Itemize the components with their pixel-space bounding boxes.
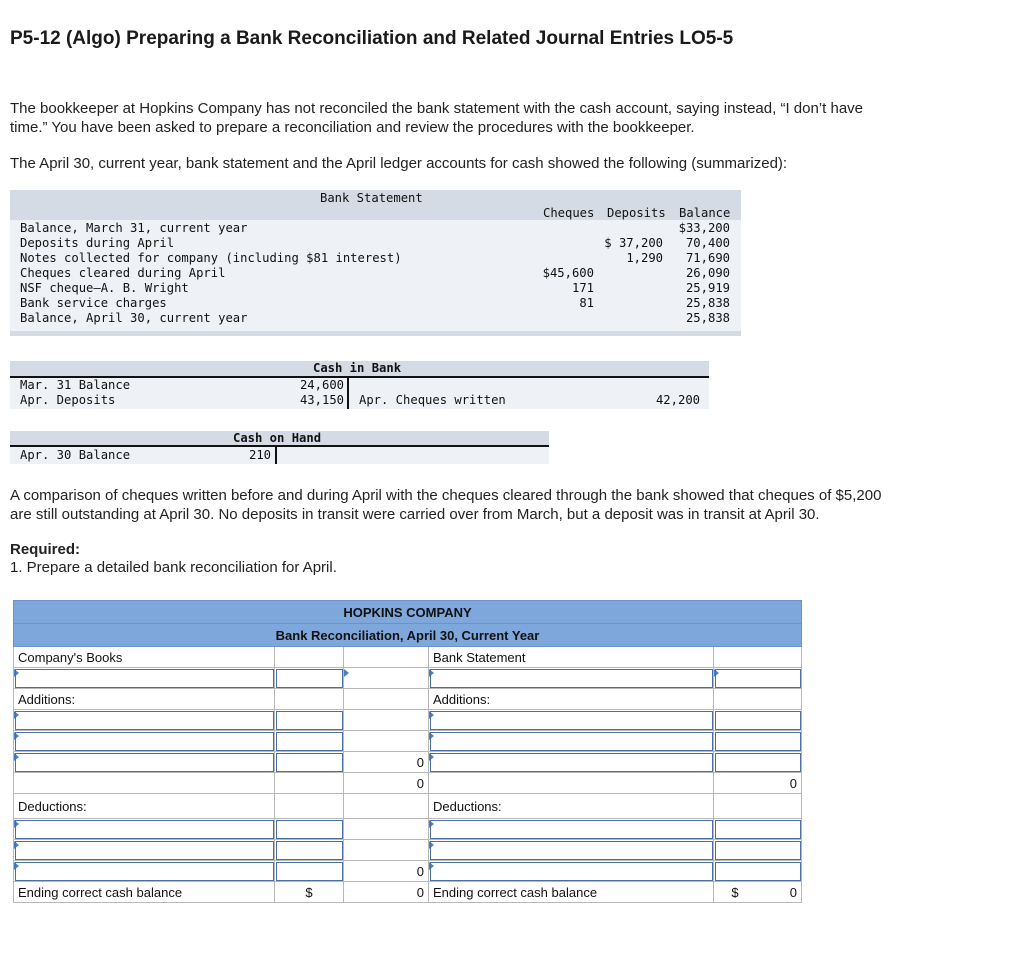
bank-deduction-amount-input[interactable] bbox=[714, 861, 802, 882]
t-account-divider bbox=[275, 447, 277, 464]
dropdown-arrow-icon bbox=[429, 862, 434, 870]
bank-ending-currency: $ bbox=[731, 884, 739, 900]
comparison-line-2: are still outstanding at April 30. No deposits in transit were carried over from March, but a deposit was in transit at April 30. bbox=[10, 506, 820, 523]
bank-deduction-dropdown[interactable] bbox=[429, 861, 714, 882]
company-subtotal: 0 bbox=[344, 773, 429, 794]
col-cheques-header: Cheques bbox=[543, 206, 595, 220]
bank-deduction-amount-input[interactable] bbox=[714, 819, 802, 840]
company-deductions-label: Deductions: bbox=[14, 794, 275, 819]
bank-subtotal: 0 bbox=[714, 773, 802, 794]
dropdown-arrow-icon bbox=[14, 732, 19, 740]
bank-statement-cheques: 171 bbox=[571, 281, 594, 295]
company-deduction-amount-input[interactable] bbox=[275, 861, 344, 882]
bank-statement-balance: 25,838 bbox=[685, 311, 730, 325]
bank-item-dropdown[interactable] bbox=[429, 668, 714, 689]
dropdown-arrow-icon bbox=[429, 841, 434, 849]
company-ending-balance: 0 bbox=[344, 882, 429, 903]
bank-statement-row-label: Balance, March 31, current year bbox=[20, 221, 248, 235]
company-books-heading: Company's Books bbox=[14, 647, 275, 668]
bank-additions-label: Additions: bbox=[429, 689, 714, 710]
dropdown-arrow-icon bbox=[14, 841, 19, 849]
dropdown-arrow-icon bbox=[429, 669, 434, 677]
bank-statement-row-label: NSF cheque—A. B. Wright bbox=[20, 281, 189, 295]
company-additions-label: Additions: bbox=[14, 689, 275, 710]
company-addition-dropdown[interactable] bbox=[14, 710, 275, 731]
bank-statement-row-label: Bank service charges bbox=[20, 296, 167, 310]
company-ending-currency: $ bbox=[275, 882, 344, 903]
cash-on-hand-title: Cash on Hand bbox=[233, 431, 322, 445]
bank-statement-row-label: Cheques cleared during April bbox=[20, 266, 226, 280]
bank-deduction-amount-input[interactable] bbox=[714, 840, 802, 861]
bank-ending-balance-cell bbox=[714, 882, 802, 903]
reconciliation-subtitle: Bank Reconciliation, April 30, Current Year bbox=[14, 624, 802, 647]
cib-row2-debit: 43,150 bbox=[299, 393, 344, 407]
bank-amount-input[interactable] bbox=[714, 668, 802, 689]
company-addition-amount-input[interactable] bbox=[275, 752, 344, 773]
required-label: Required: bbox=[10, 541, 81, 558]
dropdown-arrow-icon bbox=[14, 669, 19, 677]
dropdown-arrow-icon bbox=[14, 753, 19, 761]
cib-credit-value: 42,200 bbox=[655, 393, 700, 407]
company-addition-amount-input[interactable] bbox=[275, 710, 344, 731]
bank-statement-balance: 25,838 bbox=[685, 296, 730, 310]
dropdown-arrow-icon bbox=[344, 669, 349, 677]
bank-addition-dropdown[interactable] bbox=[429, 710, 714, 731]
bank-statement-balance: 25,919 bbox=[685, 281, 730, 295]
comparison-paragraph bbox=[10, 486, 881, 524]
bank-statement-row-label: Balance, April 30, current year bbox=[20, 311, 248, 325]
bank-deduction-dropdown[interactable] bbox=[429, 840, 714, 861]
bank-statement-balance: $33,200 bbox=[678, 221, 730, 235]
bank-statement-footer-band bbox=[10, 331, 741, 336]
bank-statement-cheques: 81 bbox=[579, 296, 594, 310]
intro-line-2: time.” You have been asked to prepare a reconciliation and review the procedures with the bookkeeper. bbox=[10, 119, 695, 136]
company-addition-dropdown[interactable] bbox=[14, 752, 275, 773]
bank-statement-balance: 71,690 bbox=[685, 251, 730, 265]
required-item: 1. Prepare a detailed bank reconciliation for April. bbox=[10, 559, 337, 576]
coh-row-label: Apr. 30 Balance bbox=[20, 448, 131, 462]
company-addition-dropdown[interactable] bbox=[14, 731, 275, 752]
company-deduction-dropdown[interactable] bbox=[14, 861, 275, 882]
bank-statement-deposits: 1,290 bbox=[626, 251, 663, 265]
coh-row-debit: 210 bbox=[248, 448, 271, 462]
cib-credit-label: Apr. Cheques written bbox=[359, 393, 506, 407]
bank-ending-balance: 0 bbox=[789, 884, 797, 900]
company-deduction-dropdown[interactable] bbox=[14, 819, 275, 840]
intro-paragraph-2: The April 30, current year, bank statement and the April ledger accounts for cash showed the following (summarized): bbox=[10, 155, 788, 172]
comparison-line-1: A comparison of cheques written before and during April with the cheques cleared through the bank showed that cheques of $5,200 bbox=[10, 487, 882, 504]
dropdown-arrow-icon bbox=[14, 862, 19, 870]
bank-statement-title: Bank Statement bbox=[320, 191, 423, 205]
cib-row1-debit: 24,600 bbox=[299, 378, 344, 392]
company-subtotal-cell bbox=[344, 668, 429, 689]
bank-statement-balance: 70,400 bbox=[685, 236, 730, 250]
cash-in-bank-title: Cash in Bank bbox=[313, 361, 402, 375]
cib-row1-label: Mar. 31 Balance bbox=[20, 378, 131, 392]
dropdown-arrow-icon bbox=[429, 732, 434, 740]
company-item-dropdown[interactable] bbox=[14, 668, 275, 689]
dropdown-arrow-icon bbox=[14, 711, 19, 719]
col-deposits-header: Deposits bbox=[607, 206, 666, 220]
bank-addition-amount-input[interactable] bbox=[714, 710, 802, 731]
company-deduction-dropdown[interactable] bbox=[14, 840, 275, 861]
reconciliation-table bbox=[13, 600, 802, 903]
bank-addition-dropdown[interactable] bbox=[429, 752, 714, 773]
dropdown-arrow-icon bbox=[14, 820, 19, 828]
bank-addition-amount-input[interactable] bbox=[714, 731, 802, 752]
company-deductions-total: 0 bbox=[344, 861, 429, 882]
company-amount-input[interactable] bbox=[275, 668, 344, 689]
bank-deduction-dropdown[interactable] bbox=[429, 819, 714, 840]
bank-deductions-label: Deductions: bbox=[429, 794, 714, 819]
company-name: HOPKINS COMPANY bbox=[14, 601, 802, 624]
bank-ending-label: Ending correct cash balance bbox=[429, 882, 714, 903]
dropdown-arrow-icon bbox=[429, 711, 434, 719]
bank-addition-dropdown[interactable] bbox=[429, 731, 714, 752]
bank-addition-amount-input[interactable] bbox=[714, 752, 802, 773]
t-account-divider bbox=[347, 378, 349, 409]
dropdown-arrow-icon bbox=[429, 820, 434, 828]
cib-row2-label: Apr. Deposits bbox=[20, 393, 116, 407]
bank-statement-deposits: $ 37,200 bbox=[604, 236, 663, 250]
bank-statement-cheques: $45,600 bbox=[542, 266, 594, 280]
company-addition-amount-input[interactable] bbox=[275, 731, 344, 752]
bank-statement-heading: Bank Statement bbox=[429, 647, 714, 668]
company-additions-total: 0 bbox=[344, 752, 429, 773]
bank-statement-balance: 26,090 bbox=[685, 266, 730, 280]
company-ending-label: Ending correct cash balance bbox=[14, 882, 275, 903]
bank-statement-row-label: Deposits during April bbox=[20, 236, 175, 250]
company-deduction-amount-input[interactable] bbox=[275, 819, 344, 840]
bank-statement-row-label: Notes collected for company (including $81 interest) bbox=[20, 251, 402, 265]
col-balance-header: Balance bbox=[679, 206, 731, 220]
dropdown-arrow-icon bbox=[714, 669, 719, 677]
intro-line-1: The bookkeeper at Hopkins Company has not reconciled the bank statement with the cash account, saying instead, “I don’t have bbox=[10, 100, 864, 117]
dropdown-arrow-icon bbox=[429, 753, 434, 761]
intro-paragraph bbox=[10, 99, 863, 137]
page-title: P5-12 (Algo) Preparing a Bank Reconciliation and Related Journal Entries LO5-5 bbox=[10, 28, 734, 49]
company-deduction-amount-input[interactable] bbox=[275, 840, 344, 861]
